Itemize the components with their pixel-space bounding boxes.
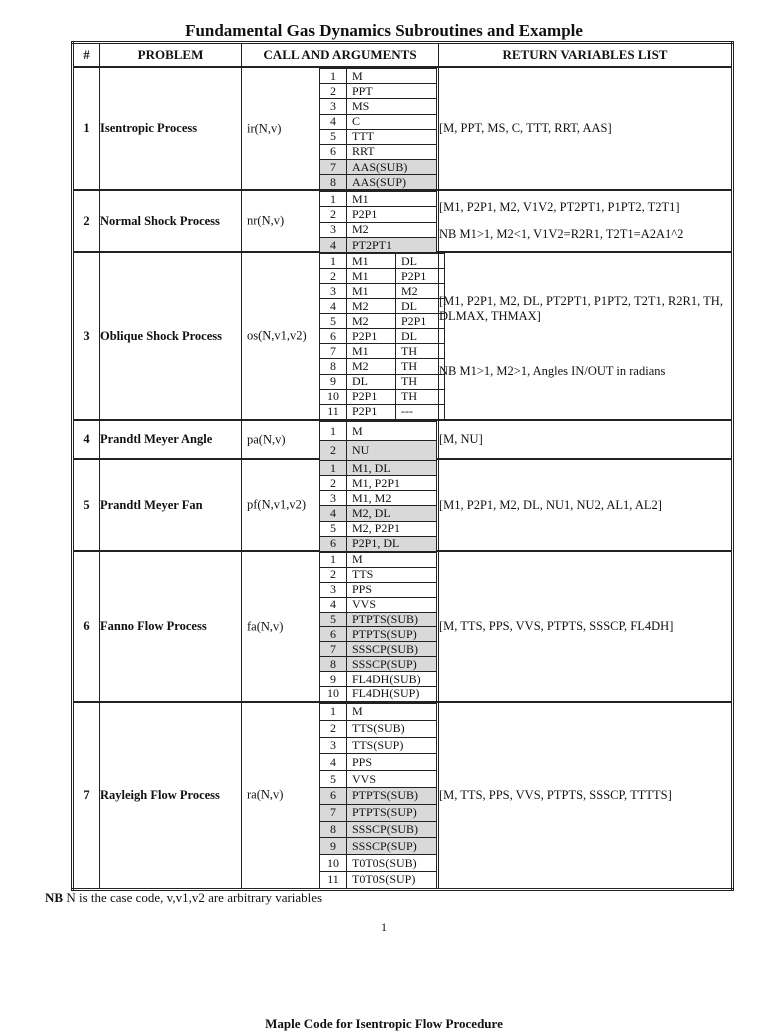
case-index: 8 xyxy=(320,175,347,190)
case-index: 2 xyxy=(320,269,347,284)
return-note: NB M1>1, M2<1, V1V2=R2R1, T2T1=A2A1^2 xyxy=(439,227,684,241)
return-variables xyxy=(439,252,733,420)
case-index: 7 xyxy=(320,642,347,657)
case-argument: FL4DH(SUP) xyxy=(347,687,437,702)
problem-name: Normal Shock Process xyxy=(100,190,242,252)
case-index: 3 xyxy=(320,737,347,754)
case-index: 6 xyxy=(320,536,347,551)
argument-case xyxy=(320,521,437,536)
case-argument: M1 xyxy=(347,192,437,207)
argument-case xyxy=(320,720,437,737)
argument-case xyxy=(320,771,437,788)
case-argument-2: P2P1 xyxy=(396,269,445,284)
case-argument: TTS(SUB) xyxy=(347,720,437,737)
case-index: 4 xyxy=(320,597,347,612)
problem-name: Prandtl Meyer Fan xyxy=(100,459,242,551)
case-argument: RRT xyxy=(347,144,437,159)
case-index: 5 xyxy=(320,612,347,627)
case-argument: PPS xyxy=(347,754,437,771)
case-argument: P2P1 xyxy=(347,404,396,419)
problem-name: Rayleigh Flow Process xyxy=(100,702,242,889)
case-index: 7 xyxy=(320,804,347,821)
case-index: 4 xyxy=(320,237,347,252)
case-argument: M1, P2P1 xyxy=(347,476,437,491)
case-argument: M xyxy=(347,422,437,441)
case-argument: C xyxy=(347,114,437,129)
argument-case xyxy=(320,299,445,314)
call-text: pa(N,v) xyxy=(247,432,286,446)
row-number: 4 xyxy=(73,420,100,459)
case-index: 2 xyxy=(320,84,347,99)
case-argument: TTT xyxy=(347,129,437,144)
case-index: 1 xyxy=(320,192,347,207)
subroutines-table xyxy=(71,41,734,891)
case-argument: SSSCP(SUB) xyxy=(347,821,437,838)
argument-case xyxy=(320,404,445,419)
argument-case xyxy=(320,129,437,144)
problem-name: Fanno Flow Process xyxy=(100,551,242,702)
return-list: [M1, P2P1, M2, DL, PT2PT1, P1PT2, T2T1, R2R1, TH, DLMAX, THMAX] xyxy=(439,293,723,323)
argument-case xyxy=(320,207,437,222)
table-row xyxy=(73,459,733,551)
return-note: NB M1>1, M2>1, Angles IN/OUT in radians xyxy=(439,363,666,378)
case-index: 4 xyxy=(320,299,347,314)
argument-case xyxy=(320,672,437,687)
argument-case xyxy=(320,284,445,299)
case-argument: T0T0S(SUB) xyxy=(347,855,437,872)
call-signature xyxy=(242,252,439,420)
argument-case xyxy=(320,787,437,804)
case-index: 9 xyxy=(320,672,347,687)
return-list: [M, TTS, PPS, VVS, PTPTS, SSSCP, TTTTS] xyxy=(439,787,672,802)
case-argument-2: TH xyxy=(396,389,445,404)
return-list: [M, NU] xyxy=(439,432,483,446)
case-index: 1 xyxy=(320,254,347,269)
argument-case xyxy=(320,804,437,821)
call-signature xyxy=(242,190,439,252)
case-index: 9 xyxy=(320,838,347,855)
case-index: 10 xyxy=(320,389,347,404)
case-argument: SSSCP(SUB) xyxy=(347,642,437,657)
return-variables xyxy=(439,190,733,252)
case-index: 3 xyxy=(320,491,347,506)
argument-case xyxy=(320,222,437,237)
call-text: nr(N,v) xyxy=(247,213,285,228)
case-index: 2 xyxy=(320,476,347,491)
argument-case xyxy=(320,374,445,389)
page-number: 1 xyxy=(381,920,387,934)
argument-case xyxy=(320,838,437,855)
argument-case xyxy=(320,476,437,491)
argument-case-list xyxy=(319,68,437,190)
case-index: 10 xyxy=(320,687,347,702)
argument-case xyxy=(320,389,445,404)
problem-name: Prandtl Meyer Angle xyxy=(100,420,242,459)
call-signature xyxy=(242,702,439,889)
case-index: 10 xyxy=(320,855,347,872)
case-argument: SSSCP(SUP) xyxy=(347,657,437,672)
case-argument: VVS xyxy=(347,771,437,788)
case-index: 3 xyxy=(320,99,347,114)
case-index: 1 xyxy=(320,69,347,84)
row-number: 2 xyxy=(73,190,100,252)
case-index: 7 xyxy=(320,160,347,175)
case-argument: AAS(SUP) xyxy=(347,175,437,190)
case-index: 5 xyxy=(320,521,347,536)
argument-case xyxy=(320,704,437,721)
case-argument: T0T0S(SUP) xyxy=(347,871,437,888)
argument-case-list xyxy=(319,460,437,552)
argument-case xyxy=(320,506,437,521)
argument-case xyxy=(320,737,437,754)
case-argument: PPS xyxy=(347,582,437,597)
case-argument: P2P1 xyxy=(347,207,437,222)
case-index: 4 xyxy=(320,754,347,771)
case-argument: TTS xyxy=(347,567,437,582)
return-variables xyxy=(439,420,733,459)
call-text: ra(N,v) xyxy=(247,787,284,802)
case-index: 8 xyxy=(320,657,347,672)
case-argument: M2 xyxy=(347,299,396,314)
argument-case xyxy=(320,192,437,207)
argument-case xyxy=(320,344,445,359)
argument-case xyxy=(320,422,437,441)
table-row xyxy=(73,252,733,420)
table-body xyxy=(73,67,733,889)
next-section-heading: Maple Code for Isentropic Flow Procedure xyxy=(265,1016,503,1031)
case-index: 9 xyxy=(320,374,347,389)
case-argument: P2P1 xyxy=(347,389,396,404)
case-argument: TTS(SUP) xyxy=(347,737,437,754)
header-number: # xyxy=(73,43,100,68)
problem-name: Oblique Shock Process xyxy=(100,252,242,420)
argument-case-list xyxy=(319,552,437,702)
return-variables xyxy=(439,551,733,702)
argument-case xyxy=(320,491,437,506)
header-return: RETURN VARIABLES LIST xyxy=(439,43,733,68)
case-index: 3 xyxy=(320,582,347,597)
case-argument: M xyxy=(347,704,437,721)
return-list: [M1, P2P1, M2, DL, NU1, NU2, AL1, AL2] xyxy=(439,497,662,512)
case-index: 5 xyxy=(320,771,347,788)
argument-case xyxy=(320,567,437,582)
return-variables xyxy=(439,459,733,551)
footnote-nb: NB xyxy=(45,890,64,905)
case-argument: PT2PT1 xyxy=(347,237,437,252)
case-index: 7 xyxy=(320,344,347,359)
argument-case xyxy=(320,254,445,269)
problem-name: Isentropic Process xyxy=(100,67,242,190)
case-argument-2: DL xyxy=(396,299,445,314)
case-argument: M2 xyxy=(347,222,437,237)
row-number: 7 xyxy=(73,702,100,889)
case-index: 4 xyxy=(320,506,347,521)
call-signature xyxy=(242,420,439,459)
case-argument: PPT xyxy=(347,84,437,99)
argument-case xyxy=(320,597,437,612)
call-signature xyxy=(242,551,439,702)
case-argument-2: DL xyxy=(396,254,445,269)
case-argument: M2, P2P1 xyxy=(347,521,437,536)
case-argument: P2P1 xyxy=(347,329,396,344)
case-index: 2 xyxy=(320,441,347,460)
case-index: 1 xyxy=(320,704,347,721)
case-argument: M xyxy=(347,69,437,84)
case-argument: M1, DL xyxy=(347,461,437,476)
row-number: 1 xyxy=(73,67,100,190)
call-text: ir(N,v) xyxy=(247,121,282,135)
argument-case xyxy=(320,99,437,114)
case-argument: M1 xyxy=(347,284,396,299)
case-argument: PTPTS(SUB) xyxy=(347,612,437,627)
case-argument-2: M2 xyxy=(396,284,445,299)
call-signature xyxy=(242,459,439,551)
case-index: 3 xyxy=(320,284,347,299)
argument-case xyxy=(320,441,437,460)
case-index: 6 xyxy=(320,144,347,159)
case-index: 3 xyxy=(320,222,347,237)
footnote-text: N is the case code, v,v1,v2 are arbitrary variables xyxy=(63,890,323,905)
argument-case xyxy=(320,114,437,129)
argument-case xyxy=(320,69,437,84)
case-index: 8 xyxy=(320,359,347,374)
argument-case-list xyxy=(319,191,437,253)
call-text: fa(N,v) xyxy=(247,619,284,633)
case-argument-2: TH xyxy=(396,344,445,359)
case-argument: VVS xyxy=(347,597,437,612)
argument-case xyxy=(320,871,437,888)
row-number: 6 xyxy=(73,551,100,702)
case-index: 11 xyxy=(320,404,347,419)
case-argument: M1, M2 xyxy=(347,491,437,506)
case-index: 2 xyxy=(320,207,347,222)
header-call: CALL AND ARGUMENTS xyxy=(242,43,439,68)
case-index: 5 xyxy=(320,314,347,329)
argument-case xyxy=(320,144,437,159)
argument-case-list xyxy=(319,703,437,889)
header-problem: PROBLEM xyxy=(100,43,242,68)
argument-case xyxy=(320,329,445,344)
argument-case xyxy=(320,754,437,771)
argument-case xyxy=(320,160,437,175)
argument-case xyxy=(320,359,445,374)
case-index: 2 xyxy=(320,720,347,737)
case-argument: FL4DH(SUB) xyxy=(347,672,437,687)
return-variables xyxy=(439,67,733,190)
case-argument: SSSCP(SUP) xyxy=(347,838,437,855)
argument-case xyxy=(320,536,437,551)
case-argument-2: TH xyxy=(396,374,445,389)
argument-case xyxy=(320,612,437,627)
case-argument-2: P2P1 xyxy=(396,314,445,329)
argument-case xyxy=(320,687,437,702)
case-index: 6 xyxy=(320,787,347,804)
case-argument: PTPTS(SUP) xyxy=(347,627,437,642)
table-row xyxy=(73,551,733,702)
table-row xyxy=(73,420,733,459)
return-list: [M, PPT, MS, C, TTT, RRT, AAS] xyxy=(439,121,612,135)
case-argument: NU xyxy=(347,441,437,460)
case-argument-2: DL xyxy=(396,329,445,344)
table-header-row xyxy=(73,43,733,68)
argument-case xyxy=(320,461,437,476)
case-argument: MS xyxy=(347,99,437,114)
table-row xyxy=(73,702,733,889)
argument-case xyxy=(320,237,437,252)
case-argument-2: --- xyxy=(396,404,445,419)
footnote xyxy=(45,890,322,906)
document-title: Fundamental Gas Dynamics Subroutines and Example xyxy=(185,21,583,40)
case-index: 1 xyxy=(320,422,347,441)
argument-case xyxy=(320,582,437,597)
argument-case xyxy=(320,553,437,568)
case-argument: M1 xyxy=(347,344,396,359)
case-argument: M2, DL xyxy=(347,506,437,521)
call-text: os(N,v1,v2) xyxy=(247,328,307,343)
case-index: 6 xyxy=(320,329,347,344)
argument-case xyxy=(320,269,445,284)
case-argument: M1 xyxy=(347,254,396,269)
case-argument: M2 xyxy=(347,314,396,329)
case-index: 5 xyxy=(320,129,347,144)
case-index: 1 xyxy=(320,461,347,476)
argument-case-list xyxy=(319,421,437,461)
return-variables xyxy=(439,702,733,889)
argument-case xyxy=(320,627,437,642)
row-number: 5 xyxy=(73,459,100,551)
case-argument: AAS(SUB) xyxy=(347,160,437,175)
case-index: 11 xyxy=(320,871,347,888)
return-list: [M1, P2P1, M2, V1V2, PT2PT1, P1PT2, T2T1] xyxy=(439,200,680,214)
argument-case xyxy=(320,821,437,838)
argument-case xyxy=(320,855,437,872)
argument-case xyxy=(320,84,437,99)
call-text: pf(N,v1,v2) xyxy=(247,497,307,512)
argument-case xyxy=(320,314,445,329)
case-index: 4 xyxy=(320,114,347,129)
case-argument: DL xyxy=(347,374,396,389)
case-argument-2: TH xyxy=(396,359,445,374)
case-index: 8 xyxy=(320,821,347,838)
case-index: 6 xyxy=(320,627,347,642)
argument-case-list xyxy=(319,253,445,420)
case-argument: M2 xyxy=(347,359,396,374)
call-signature xyxy=(242,67,439,190)
case-argument: P2P1, DL xyxy=(347,536,437,551)
case-argument: M1 xyxy=(347,269,396,284)
case-index: 2 xyxy=(320,567,347,582)
case-argument: M xyxy=(347,553,437,568)
argument-case xyxy=(320,657,437,672)
return-list: [M, TTS, PPS, VVS, PTPTS, SSSCP, FL4DH] xyxy=(439,619,674,633)
table-row xyxy=(73,67,733,190)
row-number: 3 xyxy=(73,252,100,420)
case-argument: PTPTS(SUP) xyxy=(347,804,437,821)
case-index: 1 xyxy=(320,553,347,568)
case-argument: PTPTS(SUB) xyxy=(347,787,437,804)
table-row xyxy=(73,190,733,252)
argument-case xyxy=(320,642,437,657)
argument-case xyxy=(320,175,437,190)
